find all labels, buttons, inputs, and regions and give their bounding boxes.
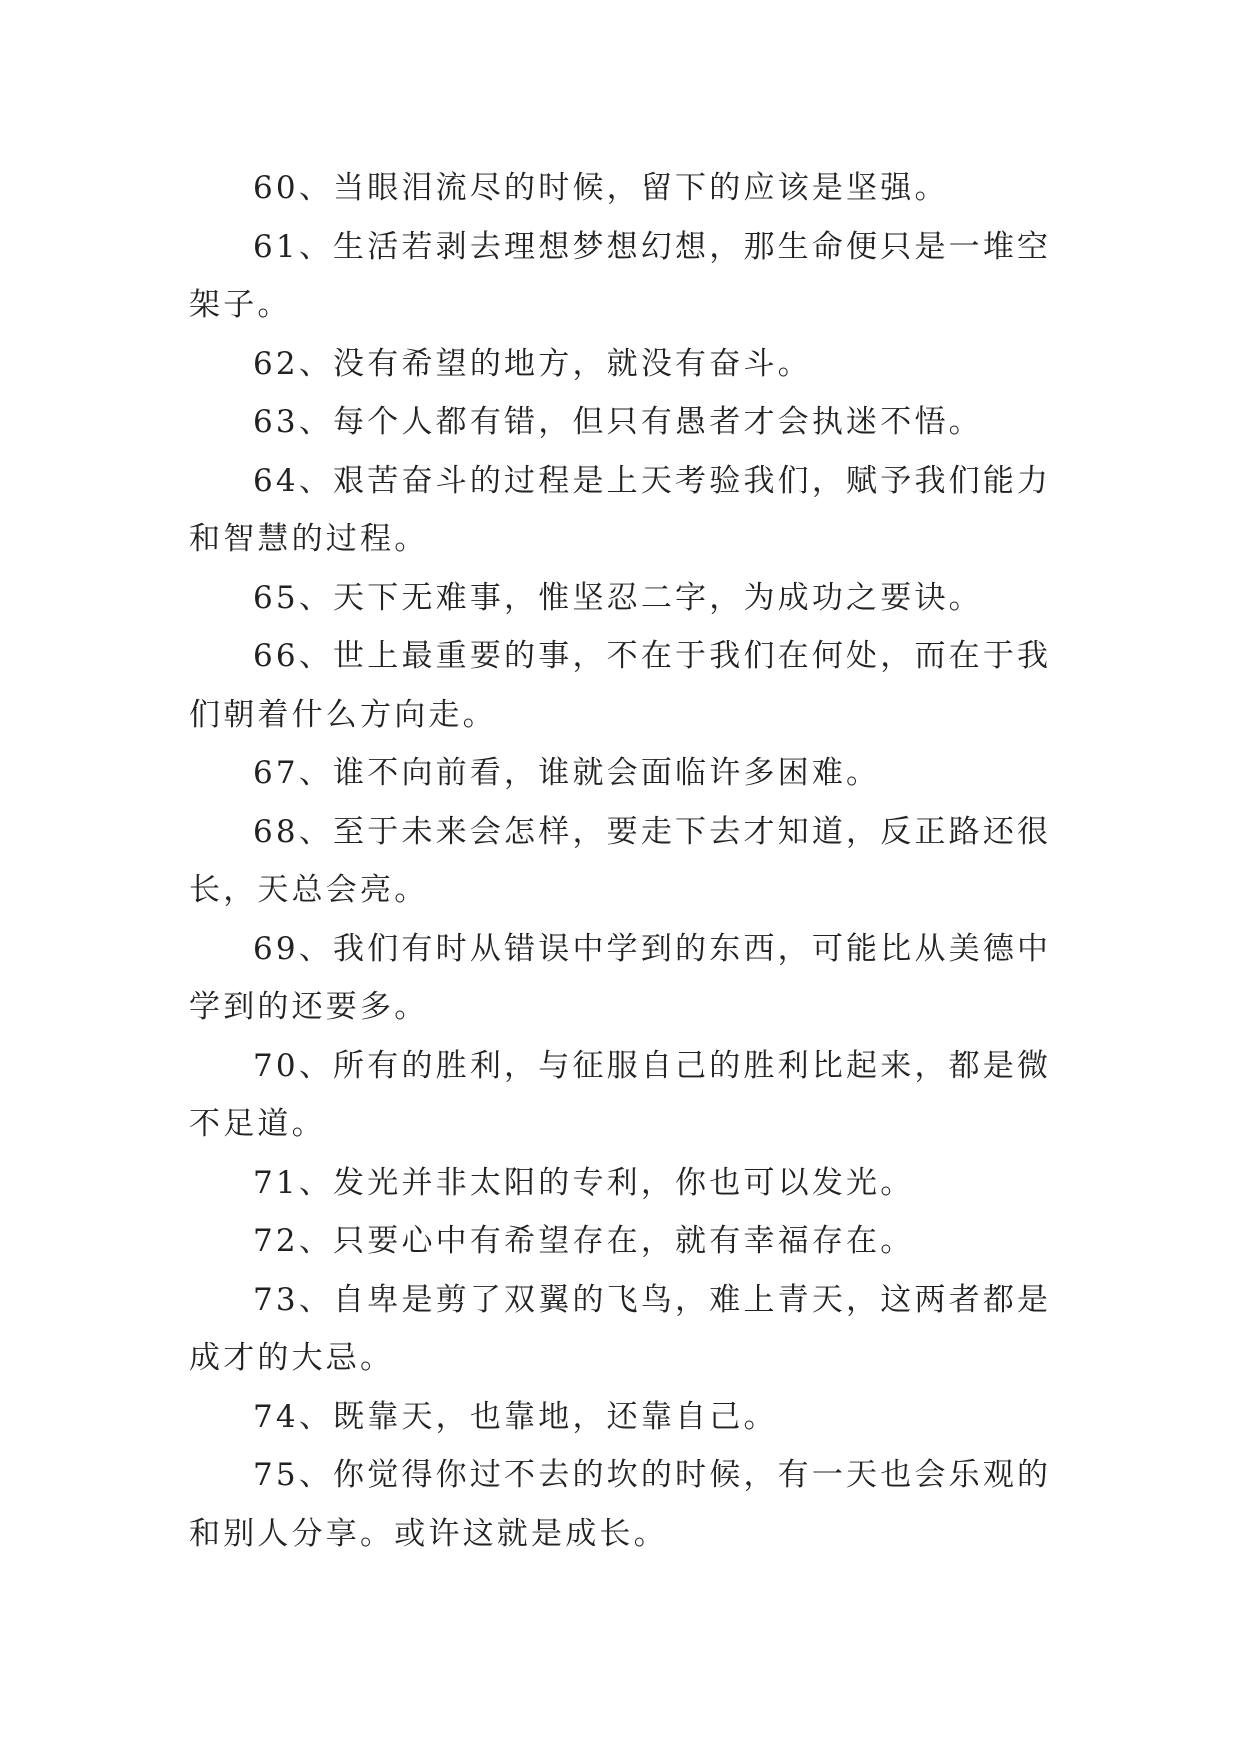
paragraph-74: 74、既靠天，也靠地，还靠自己。 [253, 1398, 778, 1435]
paragraph-73: 73、自卑是剪了双翼的飞鸟，难上青天，这两者都是成才的大忌。 [189, 1281, 1052, 1376]
paragraph-70: 70、所有的胜利，与征服自己的胜利比起来，都是微不足道。 [189, 1047, 1052, 1142]
document-body [189, 159, 1061, 1563]
paragraph-63: 63、每个人都有错，但只有愚者才会执迷不悟。 [253, 404, 983, 440]
paragraph-64: 64、艰苦奋斗的过程是上天考验我们，赋予我们能力和智慧的过程。 [189, 462, 1052, 557]
paragraph-69: 69、我们有时从错误中学到的东西，可能比从美德中学到的还要多。 [189, 930, 1052, 1025]
paragraph-68: 68、至于未来会怎样，要走下去才知道，反正路还很长，天总会亮。 [189, 813, 1052, 908]
paragraph-60: 60、当眼泪流尽的时候，留下的应该是坚强。 [253, 170, 949, 206]
paragraph-75: 75、你觉得你过不去的坎的时候，有一天也会乐观的和别人分享。或许这就是成长。 [189, 1457, 1052, 1552]
paragraph-67: 67、谁不向前看，谁就会面临许多困难。 [253, 755, 881, 791]
paragraph-72: 72、只要心中有希望存在，就有幸福存在。 [253, 1223, 915, 1259]
paragraph-62: 62、没有希望的地方，就没有奋斗。 [253, 345, 812, 382]
paragraph-71: 71、发光并非太阳的专利，你也可以发光。 [253, 1164, 915, 1201]
paragraph-61: 61、生活若剥去理想梦想幻想，那生命便只是一堆空架子。 [189, 228, 1052, 323]
paragraph-65: 65、天下无难事，惟坚忍二字，为成功之要诀。 [253, 579, 983, 616]
paragraph-66: 66、世上最重要的事，不在于我们在何处，而在于我们朝着什么方向走。 [189, 638, 1052, 733]
